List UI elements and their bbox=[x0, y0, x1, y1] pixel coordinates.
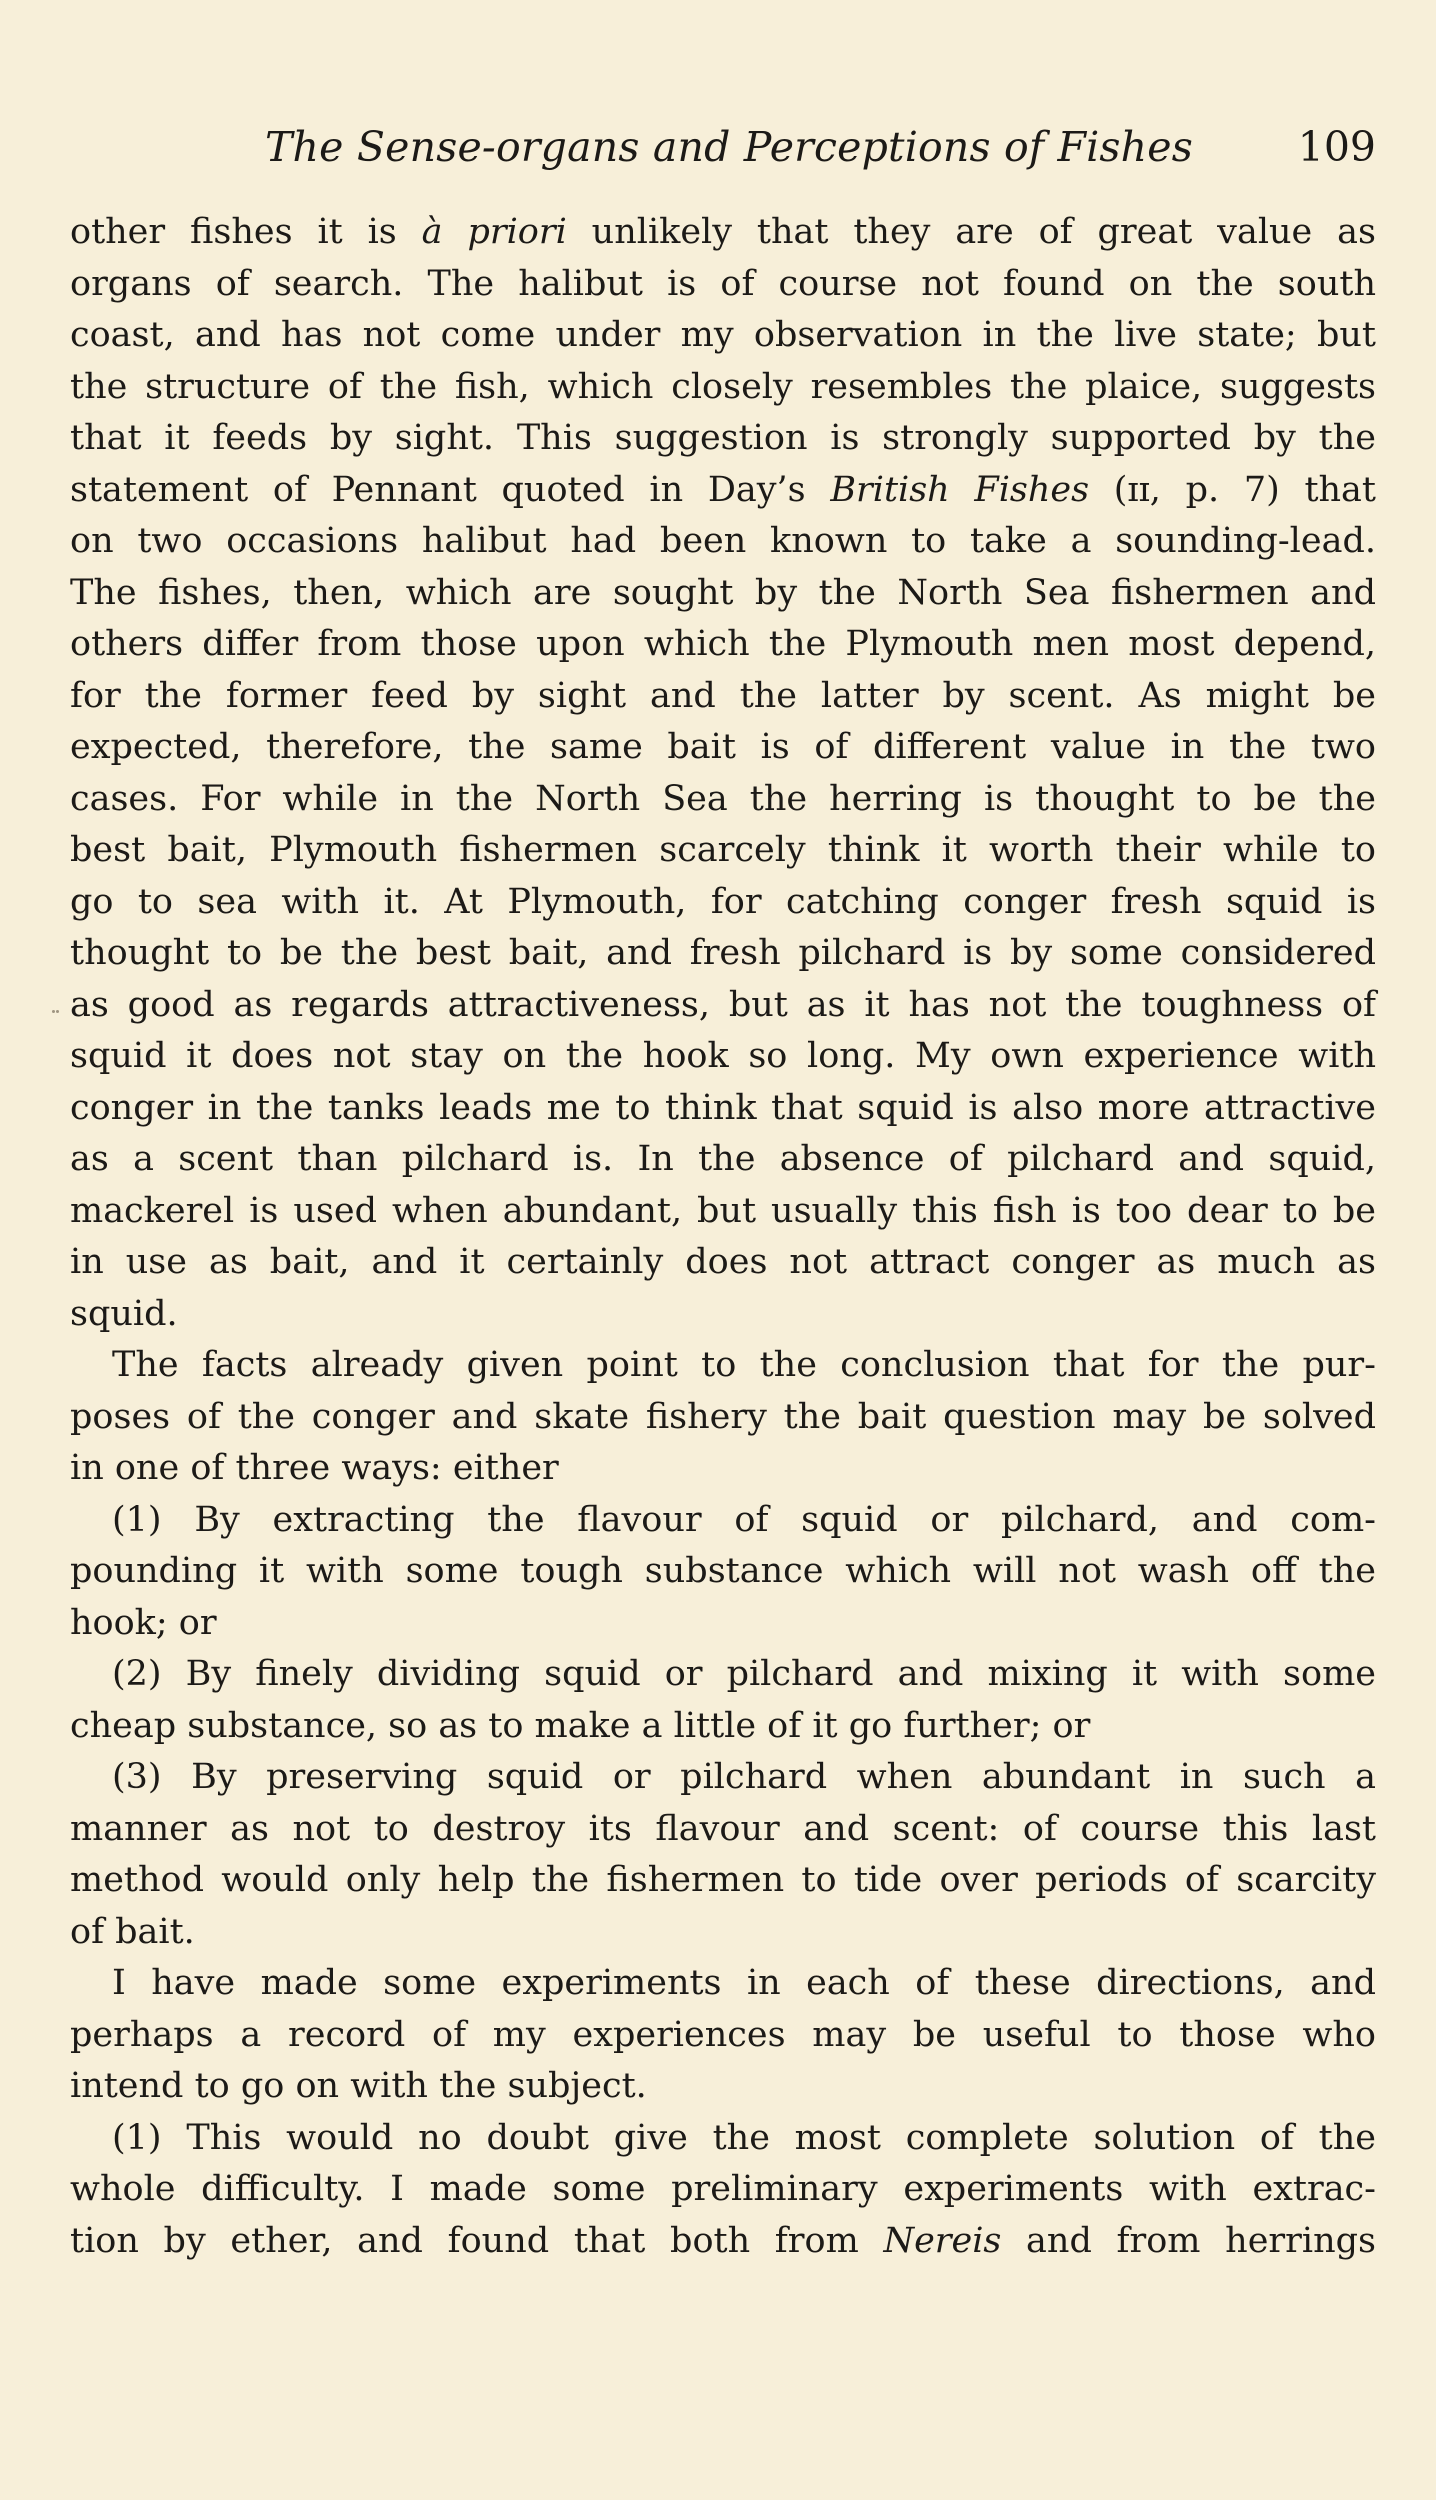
text-segment: squid it does not stay on the hook so long. My own experience with bbox=[70, 1036, 1376, 1076]
text-line bbox=[70, 1186, 1376, 1237]
text-line bbox=[70, 2010, 1376, 2061]
text-segment: manner as not to destroy its flavour and scent: of course this last bbox=[70, 1808, 1376, 1849]
text-segment: squid. bbox=[70, 1293, 178, 1334]
text-segment: hook; or bbox=[70, 1602, 217, 1643]
italic-text: à priori bbox=[421, 212, 567, 252]
text-segment: (ɪɪ, p. 7) that bbox=[1089, 469, 1376, 510]
text-segment: of bait. bbox=[70, 1911, 195, 1952]
text-segment: coast, and has not come under my observation in the live state; but bbox=[70, 315, 1376, 355]
running-title: The Sense-organs and Perceptions of Fishes bbox=[265, 123, 1193, 171]
text-segment: cheap substance, so as to make a little of it go further; or bbox=[70, 1705, 1091, 1746]
text-line bbox=[70, 568, 1376, 619]
text-line bbox=[70, 1443, 1376, 1494]
text-line bbox=[70, 516, 1376, 567]
text-line bbox=[70, 1392, 1376, 1443]
text-segment: poses of the conger and skate fishery the bait question may be solved bbox=[70, 1396, 1376, 1437]
text-segment: in one of three ways: either bbox=[70, 1448, 559, 1488]
running-head bbox=[70, 123, 1376, 183]
text-line bbox=[70, 310, 1376, 361]
italic-text: British Fishes bbox=[830, 469, 1090, 510]
text-line bbox=[70, 619, 1376, 670]
italic-text: Nereis bbox=[883, 2220, 1002, 2261]
text-segment: statement of Pennant quoted in Day’s bbox=[70, 469, 831, 510]
text-segment: (1) This would no doubt give the most complete solution of the bbox=[112, 2117, 1376, 2158]
text-line bbox=[70, 2216, 1376, 2267]
text-line bbox=[70, 825, 1376, 876]
text-line bbox=[70, 2164, 1376, 2215]
margin-mark bbox=[52, 1010, 55, 1013]
text-segment: the structure of the fish, which closely resembles the plaice, suggests bbox=[70, 366, 1376, 407]
text-line bbox=[70, 1546, 1376, 1597]
text-line bbox=[70, 207, 1376, 258]
text-segment: whole difficulty. I made some preliminary experiments with extrac- bbox=[70, 2169, 1376, 2209]
text-line bbox=[70, 980, 1376, 1031]
text-line bbox=[70, 1907, 1376, 1958]
text-segment: method would only help the fishermen to tide over periods of scarcity bbox=[70, 1860, 1376, 1900]
text-line bbox=[70, 877, 1376, 928]
text-segment: The fishes, then, which are sought by the North Sea fishermen and bbox=[70, 572, 1376, 613]
text-segment: pounding it with some tough substance which will not wash off the bbox=[70, 1551, 1376, 1591]
text-line bbox=[70, 413, 1376, 464]
text-segment: perhaps a record of my experiences may be useful to those who bbox=[70, 2014, 1376, 2055]
text-segment: and from herrings bbox=[1001, 2220, 1376, 2261]
text-segment: conger in the tanks leads me to think that squid is also more attractive bbox=[70, 1087, 1376, 1128]
text-line bbox=[112, 1340, 1376, 1391]
text-line bbox=[70, 1083, 1376, 1134]
text-line bbox=[112, 1495, 1376, 1546]
text-line bbox=[70, 671, 1376, 722]
text-segment: others differ from those upon which the Plymouth men most depend, bbox=[70, 624, 1376, 664]
text-line bbox=[70, 1701, 1376, 1752]
text-line bbox=[70, 774, 1376, 825]
text-line bbox=[112, 1649, 1376, 1700]
text-segment: tion by ether, and found that both from bbox=[70, 2220, 884, 2261]
text-segment: thought to be the best bait, and fresh pilchard is by some considered bbox=[70, 933, 1376, 973]
text-line bbox=[112, 2113, 1376, 2164]
text-segment: as a scent than pilchard is. In the absence of pilchard and squid, bbox=[70, 1139, 1376, 1179]
text-line bbox=[70, 1804, 1376, 1855]
text-segment: on two occasions halibut had been known to take a sounding-lead. bbox=[70, 521, 1376, 561]
text-segment: unlikely that they are of great value as bbox=[566, 212, 1376, 252]
text-line bbox=[70, 928, 1376, 979]
text-line bbox=[112, 1752, 1376, 1803]
text-segment: go to sea with it. At Plymouth, for catching conger fresh squid is bbox=[70, 881, 1376, 922]
text-line bbox=[70, 1237, 1376, 1288]
text-segment: for the former feed by sight and the latter by scent. As might be bbox=[70, 675, 1376, 716]
text-segment: organs of search. The halibut is of course not found on the south bbox=[70, 263, 1376, 304]
text-line bbox=[70, 1289, 1376, 1340]
text-line bbox=[70, 1598, 1376, 1649]
text-segment: expected, therefore, the same bait is of different value in the two bbox=[70, 727, 1376, 767]
text-segment: The facts already given point to the conclusion that for the pur- bbox=[112, 1345, 1376, 1385]
text-segment: in use as bait, and it certainly does not attract conger as much as bbox=[70, 1242, 1376, 1282]
text-line bbox=[70, 259, 1376, 310]
text-segment: best bait, Plymouth fishermen scarcely think it worth their while to bbox=[70, 830, 1376, 870]
text-segment: as good as regards attractiveness, but as it has not the toughness of bbox=[70, 984, 1376, 1025]
text-segment: mackerel is used when abundant, but usually this fish is too dear to be bbox=[70, 1190, 1376, 1231]
text-segment: intend to go on with the subject. bbox=[70, 2066, 647, 2106]
text-line bbox=[70, 722, 1376, 773]
text-segment: (1) By extracting the flavour of squid or pilchard, and com- bbox=[112, 1499, 1376, 1540]
text-segment: cases. For while in the North Sea the herring is thought to be the bbox=[70, 778, 1376, 819]
text-segment: that it feeds by sight. This suggestion is strongly supported by the bbox=[70, 418, 1376, 458]
text-line bbox=[70, 1855, 1376, 1906]
text-segment: (2) By finely dividing squid or pilchard and mixing it with some bbox=[112, 1654, 1376, 1694]
text-line bbox=[70, 362, 1376, 413]
page-number: 109 bbox=[1297, 123, 1376, 171]
text-segment: (3) By preserving squid or pilchard when abundant in such a bbox=[112, 1757, 1376, 1797]
text-line bbox=[70, 1031, 1376, 1082]
text-line bbox=[112, 1958, 1376, 2009]
text-line bbox=[70, 2061, 1376, 2112]
text-line bbox=[70, 1134, 1376, 1185]
text-line bbox=[70, 465, 1376, 516]
text-segment: other fishes it is bbox=[70, 212, 422, 252]
text-segment: I have made some experiments in each of these directions, and bbox=[112, 1963, 1376, 2003]
